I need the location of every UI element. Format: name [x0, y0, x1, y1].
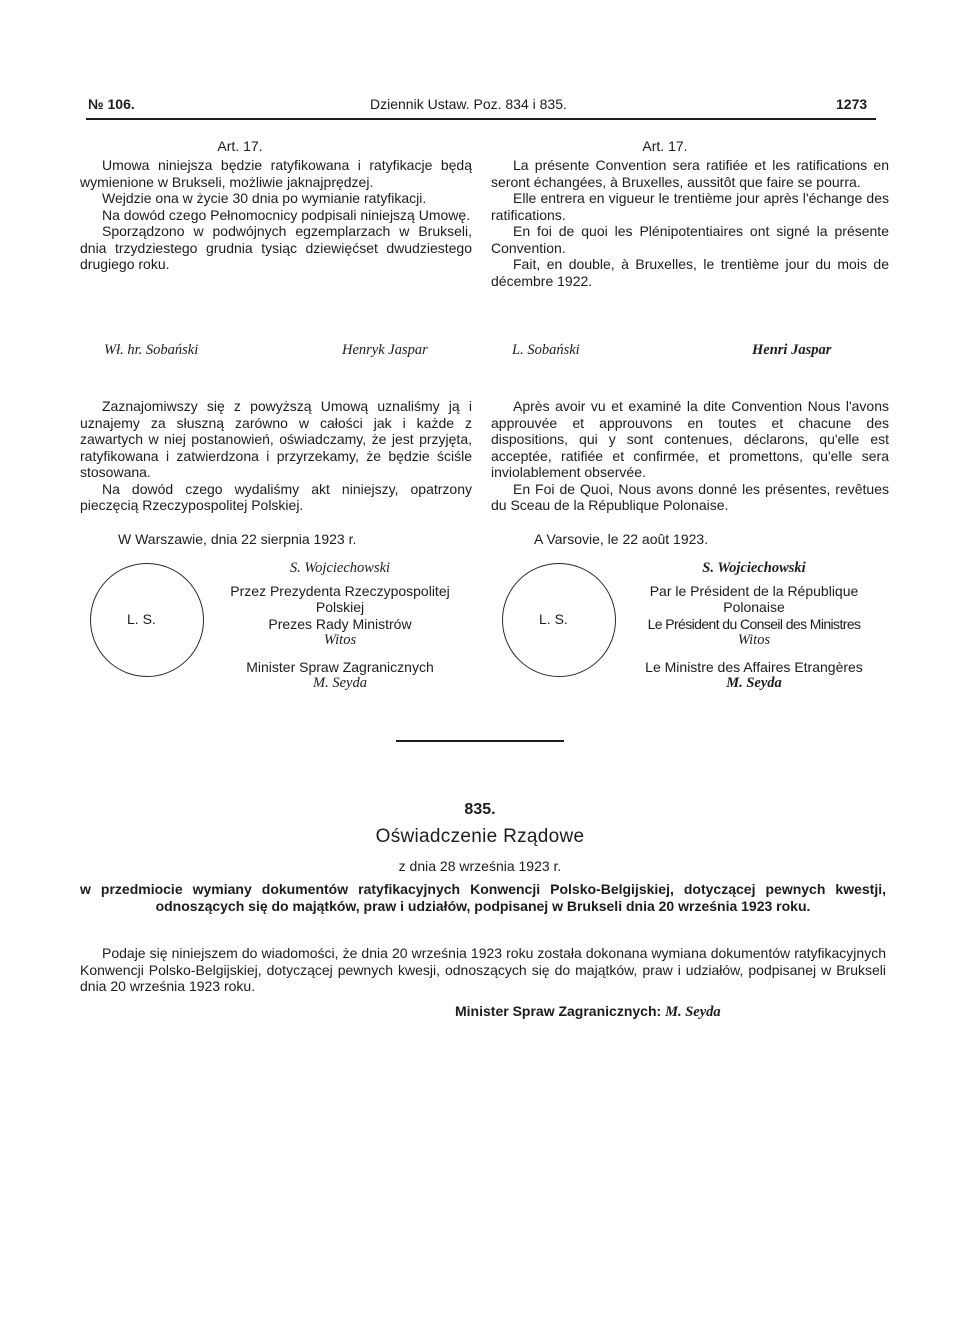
paragraph: Après avoir vu et examiné la dite Convention Nous l'avons approuvée et approuvons en toutes et chacune des dispositions, qui y sont contenues, déclarons, qu'elle est acceptée, ratifiée et confirmée, et promettons, qu'elle sera inviolablement observée.: [491, 398, 889, 480]
seal-label-fr: L. S.: [539, 611, 568, 627]
signature-jaspar-pl: Henryk Jaspar: [342, 342, 428, 358]
paragraph: En foi de quoi les Plénipotentiaires ont signé la présente Convention.: [491, 223, 889, 256]
item-body: Podaje się niniejszem do wiadomości, że dnia 20 września 1923 roku została dokonana wymiana dokumentów ratyfikacyjnych Konwencji Polsko-Belgijskiej, dotyczącej pewnych kwesji, odnoszących się do majątków, praw i udziałów, podpisanej w Brukseli dnia 20 września 1923 roku.: [80, 945, 886, 994]
item-signature: [455, 1003, 721, 1021]
paragraph: Zaznajomiwszy się z powyższą Umową uznaliśmy ją i uznajemy za słuszną zarówno w całości jak i każde z zawartych w niej postanowień, oświadczamy, że jest przyjęta, ratyfikowana i zatwierdzona i przyrzekamy, że będzie ściśle stosowana.: [80, 398, 472, 480]
section-separator: [396, 740, 564, 742]
header-rule: [86, 118, 876, 120]
countersign-line: Par le Président de la République: [649, 582, 859, 599]
signature-role: Minister Spraw Zagranicznych:: [455, 1003, 662, 1019]
paragraph: Na dowód czego wydaliśmy akt niniejszy, opatrzony pieczęcią Rzeczypospolitej Polskiej.: [80, 480, 472, 513]
countersign-line: Polonaise: [723, 599, 785, 615]
seal-label-pl: L. S.: [127, 611, 156, 627]
article-heading-pl: Art. 17.: [217, 138, 263, 154]
signature-jaspar-fr: Henri Jaspar: [752, 342, 832, 358]
ratification-place-date-pl: W Warszawie, dnia 22 sierpnia 1923 r.: [118, 531, 357, 547]
countersign-line: Prezes Rady Ministrów: [268, 615, 412, 632]
ratification-french: [491, 398, 889, 514]
president-signature: S. Wojciechowski: [702, 560, 806, 576]
countersign-line: Minister Spraw Zagranicznych: [246, 658, 434, 675]
paragraph: Na dowód czego Pełnomocnicy podpisali niniejszą Umowę.: [102, 206, 471, 223]
item-subject: w przedmiocie wymiany dokumentów ratyfikacyjnych Konwencji Polsko-Belgijskiej, dotyczącej pewnych kwestji, odnoszących się do majątków, praw i udziałów, podpisanej w Brukseli dnia 20 września 1923 roku.: [80, 881, 886, 914]
paragraph: En Foi de Quoi, Nous avons donné les présentes, revêtues du Sceau de la République Polonaise.: [491, 480, 889, 513]
paragraph: Sporządzono w podwójnych egzemplarzach w Brukseli, dnia trzydziestego grudnia tysiąc dziewięćset dwudziestego drugiego roku.: [80, 223, 472, 272]
journal-title: Dziennik Ustaw. Poz. 834 i 835.: [370, 96, 567, 112]
paragraph: Wejdzie ona w życie 30 dnia po wymianie ratyfikacji.: [102, 190, 427, 206]
ratification-place-date-fr: A Varsovie, le 22 août 1923.: [534, 531, 709, 547]
paragraph: Elle entrera en vigueur le trentième jour après l'échange des ratifications.: [491, 190, 889, 223]
signature-block-pl: [200, 560, 480, 692]
pm-signature: Witos: [737, 632, 771, 648]
paragraph: La présente Convention sera ratifiée et les ratifications en seront échangées, à Bruxelles, aussitôt que faire se pourra.: [491, 157, 889, 190]
item-title: Oświadczenie Rządowe: [375, 826, 585, 847]
paragraph: Fait, en double, à Bruxelles, le trentième jour du mois de décembre 1922.: [491, 256, 889, 289]
article-heading-fr: Art. 17.: [642, 138, 688, 154]
minister-signature: M. Seyda: [313, 675, 367, 691]
french-article-text: [491, 157, 889, 289]
ratification-polish: [80, 398, 472, 514]
minister-signature: M. Seyda: [726, 675, 782, 691]
signature-sobanski-fr: L. Sobański: [512, 342, 580, 358]
president-signature: S. Wojciechowski: [289, 560, 391, 576]
item-number: 835.: [464, 801, 496, 818]
countersign-line: Le Président du Conseil des Ministres: [647, 615, 861, 632]
paragraph: Umowa niniejsza będzie ratyfikowana i ratyfikacje będą wymienione w Brukseli, możliwie jaknajprędzej.: [80, 157, 472, 190]
issue-number: № 106.: [88, 96, 135, 112]
item-date: z dnia 28 września 1923 r.: [398, 858, 562, 874]
pm-signature: Witos: [323, 632, 357, 648]
signature-block-fr: [614, 560, 894, 692]
countersign-line: Przez Prezydenta Rzeczypospolitej: [230, 582, 450, 599]
polish-article-text: [80, 157, 472, 273]
signature-sobanski-pl: Wł. hr. Sobański: [104, 342, 199, 358]
countersign-line: Polskiej: [315, 599, 365, 615]
page-number: 1273: [836, 96, 868, 112]
signature-name: M. Seyda: [665, 1004, 721, 1020]
countersign-line: Le Ministre des Affaires Etrangères: [645, 658, 863, 675]
